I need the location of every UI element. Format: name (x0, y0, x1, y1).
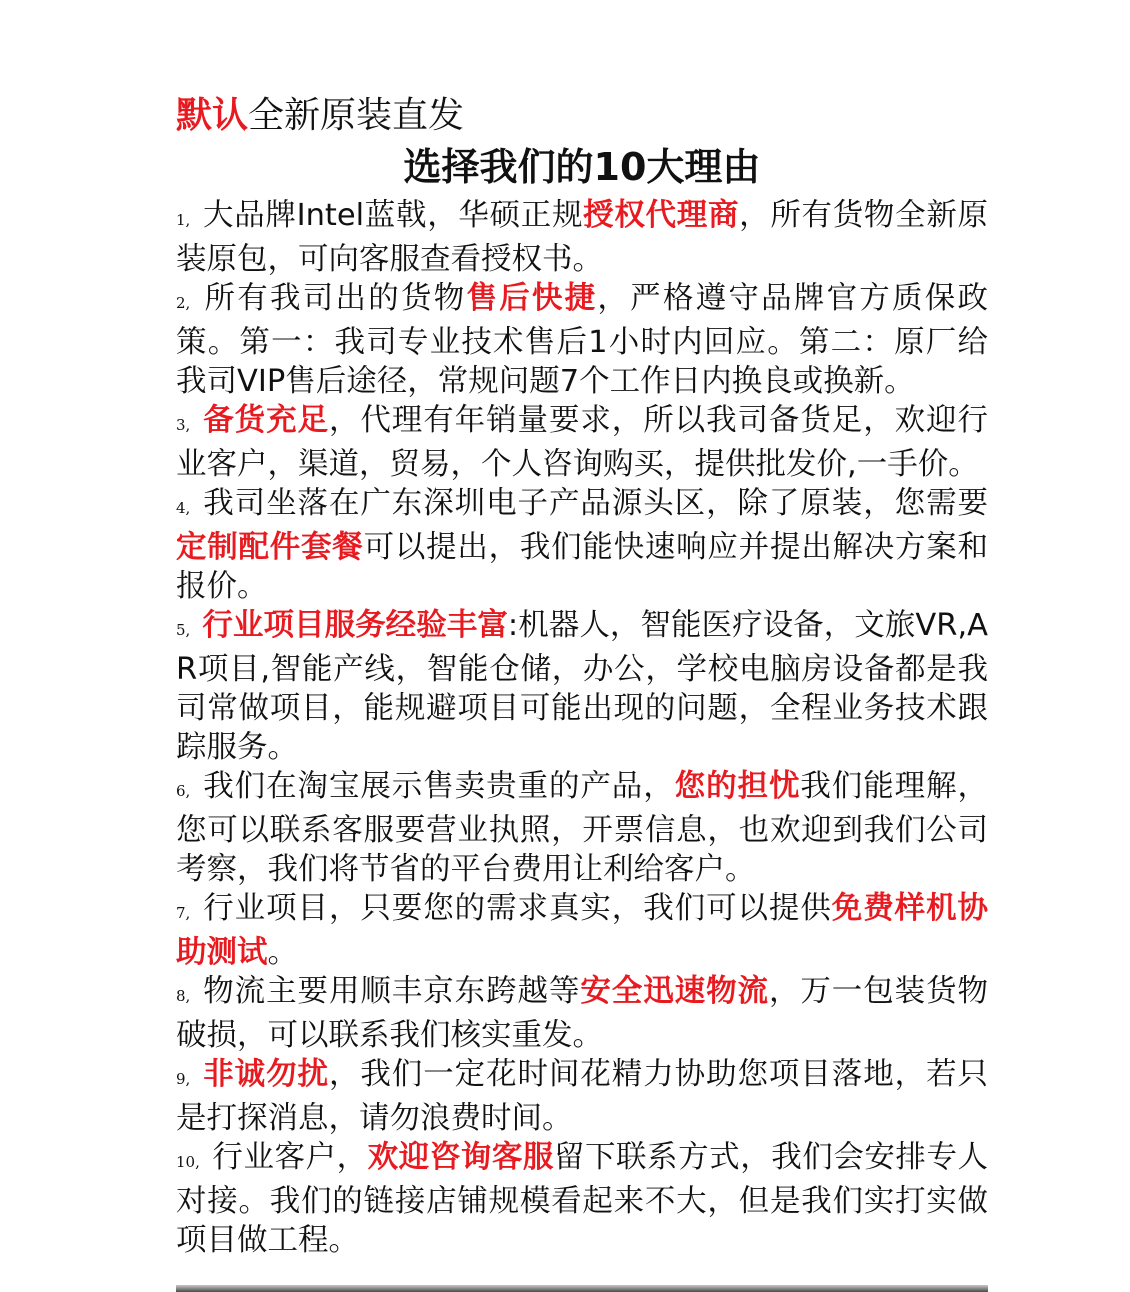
reason-item (176, 401, 988, 484)
reason-highlight: 行业项目服务经验丰富 (202, 608, 508, 643)
reason-number: 5, (176, 621, 191, 639)
reason-number: 6, (176, 782, 191, 800)
reason-text: ，严格遵守品牌官方质保政策。第一：我司专业技术售后1小时内回应。第二：原厂给我司VIP售后途径，常规问题7个工作日内换良或换新。 (176, 281, 989, 399)
reason-item (176, 606, 988, 767)
reason-item (176, 972, 988, 1055)
reason-highlight: 授权代理商 (583, 198, 740, 233)
reason-text: 行业项目，只要您的需求真实，我们可以提供 (202, 891, 832, 926)
reason-highlight: 免费样机协助测试 (176, 891, 989, 970)
reason-item (176, 767, 988, 889)
reason-highlight: 备货充足 (202, 403, 329, 438)
reason-item (176, 889, 988, 972)
reason-highlight: 欢迎咨询客服 (367, 1140, 554, 1175)
reason-item (176, 1138, 988, 1260)
reason-text: 所有我司出的货物 (202, 281, 467, 316)
reason-highlight: 定制配件套餐 (176, 530, 364, 565)
reason-item (176, 484, 988, 606)
reason-number: 3, (176, 416, 191, 434)
reason-text: 行业客户， (211, 1140, 368, 1175)
reason-number: 4, (176, 499, 191, 517)
header-line (176, 92, 988, 140)
reason-text: ，万一包装货物破损，可以联系我们核实重发。 (176, 974, 989, 1053)
reason-highlight: 售后快捷 (466, 281, 598, 316)
reason-text: :机器人，智能医疗设备，文旅VR,AR项目,智能产线，智能仓储，办公，学校电脑房设备都是我司常做项目，能规避项目可能出现的问题，全程业务技术跟踪服务。 (176, 608, 988, 765)
reason-text: 留下联系方式，我们会安排专人对接。我们的链接店铺规模看起来不大，但是我们实打实做项目做工程。 (176, 1140, 989, 1258)
page-title: 选择我们的10大理由 (403, 145, 761, 189)
reason-highlight: 非诚勿扰 (202, 1057, 329, 1092)
reason-number: 1, (176, 211, 191, 229)
reason-item (176, 1055, 988, 1138)
reason-text: 可以提出，我们能快速响应并提出解决方案和报价。 (176, 530, 989, 604)
reason-text: ，我们一定花时间花精力协助您项目落地，若只是打探消息，请勿浪费时间。 (176, 1057, 989, 1136)
reason-number: 7, (176, 904, 191, 922)
reason-text: 。 (267, 935, 298, 970)
reason-text: 我们能理解，您可以联系客服要营业执照，开票信息，也欢迎到我们公司考察，我们将节省的平台费用让利给客户。 (176, 769, 989, 887)
reason-item (176, 196, 988, 279)
reason-number: 8, (176, 987, 191, 1005)
reason-list (176, 196, 988, 1260)
header-text: 全新原装直发 (248, 95, 465, 136)
reason-highlight: 安全迅速物流 (580, 974, 769, 1009)
reason-number: 2, (176, 294, 191, 312)
reason-highlight: 您的担忧 (674, 769, 801, 804)
bottom-image-edge (176, 1285, 988, 1292)
reason-number: 10, (176, 1153, 200, 1171)
reason-text: 物流主要用顺丰京东跨越等 (202, 974, 581, 1009)
header-highlight: 默认 (176, 95, 249, 136)
reason-text: 大品牌Intel蓝戟，华硕正规 (202, 198, 584, 233)
reasons-document (176, 92, 988, 1260)
reason-number: 9, (176, 1070, 191, 1088)
reason-text: 我司坐落在广东深圳电子产品源头区，除了原装，您需要 (202, 486, 988, 521)
reason-item (176, 279, 988, 401)
reason-text: ，所有货物全新原装原包，可向客服查看授权书。 (176, 198, 989, 277)
reason-text: ，代理有年销量要求，所以我司备货足，欢迎行业客户，渠道，贸易，个人咨询购买，提供批发价,一手价。 (176, 403, 989, 482)
reason-text: 我们在淘宝展示售卖贵重的产品， (202, 769, 675, 804)
